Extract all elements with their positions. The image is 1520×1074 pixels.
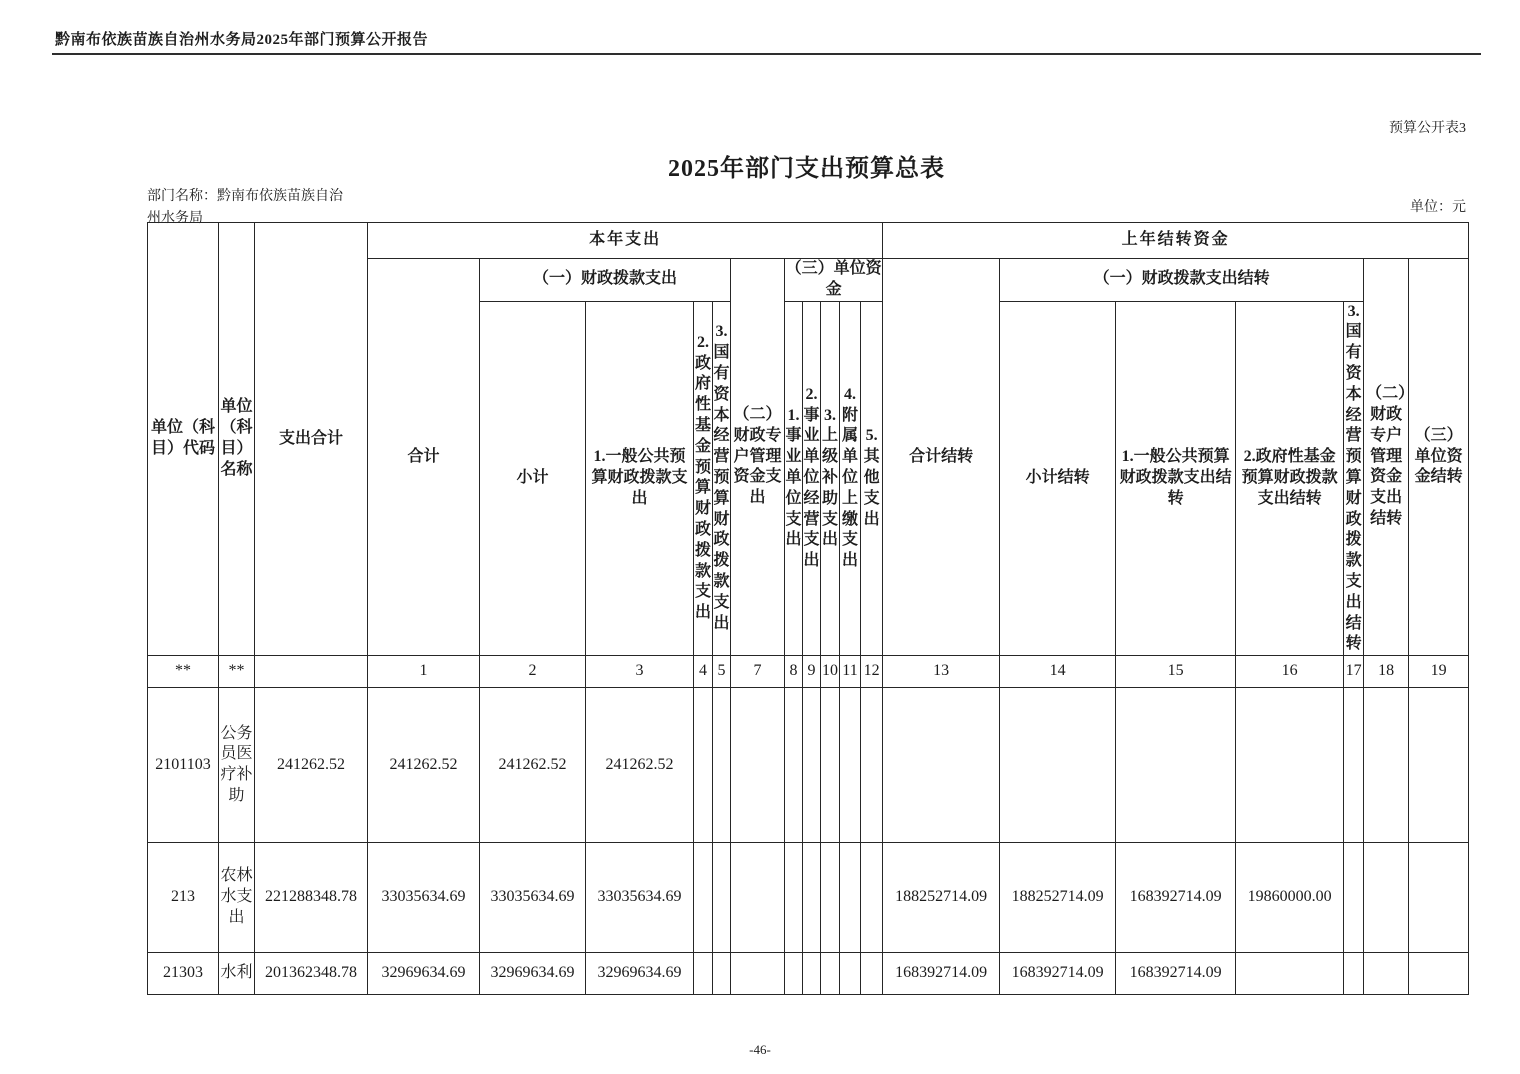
table-cell: 32969634.69 bbox=[368, 953, 480, 995]
column-number-cell: 10 bbox=[821, 656, 840, 688]
table-cell: 19860000.00 bbox=[1236, 843, 1344, 953]
column-number-cell: 15 bbox=[1116, 656, 1236, 688]
table-cell: 33035634.69 bbox=[586, 843, 694, 953]
table-cell bbox=[803, 688, 821, 843]
table-cell bbox=[1344, 688, 1364, 843]
cell-name: 农林水支出 bbox=[219, 843, 255, 953]
table-cell: 33035634.69 bbox=[480, 843, 586, 953]
table-cell bbox=[1236, 953, 1344, 995]
column-number-cell: ** bbox=[148, 656, 219, 688]
column-number-row bbox=[148, 656, 1469, 688]
table-cell bbox=[694, 953, 713, 995]
header-col-total: 支出合计 bbox=[255, 223, 368, 656]
budget-table bbox=[147, 222, 1469, 995]
header-fiscal-general: 1.一般公共预算财政拨款支出 bbox=[586, 301, 694, 656]
table-cell: 33035634.69 bbox=[368, 843, 480, 953]
table-cell bbox=[1409, 843, 1469, 953]
header-group-carryover: 上年结转资金 bbox=[883, 223, 1469, 259]
table-cell: 32969634.69 bbox=[480, 953, 586, 995]
table-cell bbox=[861, 953, 883, 995]
header-carry-state-capital: 3.国有资本经营预算财政拨款支出结转 bbox=[1344, 301, 1364, 656]
header-unit-superior-subsidy: 3.上级补助支出 bbox=[821, 301, 840, 656]
unit-label: 单位：元 bbox=[1410, 200, 1466, 215]
column-number-cell: 5 bbox=[713, 656, 731, 688]
column-number-cell: 11 bbox=[840, 656, 861, 688]
table-cell: 32969634.69 bbox=[586, 953, 694, 995]
cell-code: 2101103 bbox=[148, 688, 219, 843]
table-row bbox=[148, 953, 1469, 995]
table-cell bbox=[694, 688, 713, 843]
table-cell bbox=[713, 953, 731, 995]
table-cell: 241262.52 bbox=[255, 688, 368, 843]
column-number-cell: 19 bbox=[1409, 656, 1469, 688]
header-special-account: （二）财政专户管理资金支出 bbox=[731, 259, 785, 656]
table-cell: 241262.52 bbox=[368, 688, 480, 843]
header-carry-unit: （三）单位资金结转 bbox=[1409, 259, 1469, 656]
table-cell bbox=[1116, 688, 1236, 843]
column-number-cell: 16 bbox=[1236, 656, 1344, 688]
header-carry-general: 1.一般公共预算财政拨款支出结转 bbox=[1116, 301, 1236, 656]
table-cell bbox=[840, 843, 861, 953]
column-number-cell: 2 bbox=[480, 656, 586, 688]
column-number-cell: 18 bbox=[1364, 656, 1409, 688]
header-unit-business: 1.事业单位支出 bbox=[785, 301, 803, 656]
column-number-cell: 13 bbox=[883, 656, 1000, 688]
header-fiscal-subtotal: 小计 bbox=[480, 301, 586, 656]
column-number-cell: 8 bbox=[785, 656, 803, 688]
cell-name: 水利 bbox=[219, 953, 255, 995]
table-cell bbox=[861, 688, 883, 843]
column-number-cell: 7 bbox=[731, 656, 785, 688]
table-cell: 221288348.78 bbox=[255, 843, 368, 953]
header-row-groups bbox=[148, 223, 1469, 259]
table-cell bbox=[803, 953, 821, 995]
header-carry-subtotal: 小计结转 bbox=[1000, 301, 1116, 656]
table-cell bbox=[1364, 843, 1409, 953]
table-cell bbox=[731, 843, 785, 953]
table-cell: 241262.52 bbox=[480, 688, 586, 843]
table-cell bbox=[840, 953, 861, 995]
column-number-cell bbox=[255, 656, 368, 688]
header-current-total: 合计 bbox=[368, 259, 480, 656]
column-number-cell: 14 bbox=[1000, 656, 1116, 688]
table-cell: 168392714.09 bbox=[1116, 843, 1236, 953]
sheet-tag: 预算公开表3 bbox=[1389, 121, 1466, 136]
header-fiscal-state-capital: 3.国有资本经营预算财政拨款支出 bbox=[713, 301, 731, 656]
column-number-cell: 9 bbox=[803, 656, 821, 688]
table-cell bbox=[840, 688, 861, 843]
header-group-current-year: 本年支出 bbox=[368, 223, 883, 259]
department-name: 部门名称：黔南布依族苗族自治州水务局 bbox=[147, 189, 343, 226]
column-number-cell: ** bbox=[219, 656, 255, 688]
table-cell: 201362348.78 bbox=[255, 953, 368, 995]
table-cell: 168392714.09 bbox=[1000, 953, 1116, 995]
header-carry-gov-fund: 2.政府性基金预算财政拨款支出结转 bbox=[1236, 301, 1344, 656]
table-cell bbox=[1364, 688, 1409, 843]
header-fiscal-gov-fund: 2.政府性基金预算财政拨款支出 bbox=[694, 301, 713, 656]
table-cell bbox=[1409, 688, 1469, 843]
column-number-cell: 17 bbox=[1344, 656, 1364, 688]
table-cell bbox=[1000, 688, 1116, 843]
header-carry-total: 合计结转 bbox=[883, 259, 1000, 656]
header-group-carry-fiscal: （一）财政拨款支出结转 bbox=[1000, 259, 1364, 302]
column-number-cell: 12 bbox=[861, 656, 883, 688]
header-unit-operating: 2.事业单位经营支出 bbox=[803, 301, 821, 656]
table-cell bbox=[785, 843, 803, 953]
table-cell bbox=[1344, 953, 1364, 995]
table-cell: 188252714.09 bbox=[883, 843, 1000, 953]
table-cell bbox=[821, 843, 840, 953]
cell-name: 公务员医疗补助 bbox=[219, 688, 255, 843]
column-number-cell: 3 bbox=[586, 656, 694, 688]
header-col-code: 单位（科目）代码 bbox=[148, 223, 219, 656]
header-divider bbox=[52, 53, 1481, 55]
table-cell bbox=[883, 688, 1000, 843]
column-number-cell: 1 bbox=[368, 656, 480, 688]
table-row bbox=[148, 688, 1469, 843]
report-header-title: 黔南布依族苗族自治州水务局2025年部门预算公开报告 bbox=[55, 32, 429, 48]
table-cell bbox=[713, 688, 731, 843]
table-cell bbox=[861, 843, 883, 953]
table-cell bbox=[1409, 953, 1469, 995]
table-cell bbox=[694, 843, 713, 953]
table-cell: 241262.52 bbox=[586, 688, 694, 843]
header-group-unit-funds: （三）单位资金 bbox=[785, 259, 883, 302]
table-cell bbox=[1344, 843, 1364, 953]
cell-code: 213 bbox=[148, 843, 219, 953]
header-carry-special: （二）财政专户管理资金支出结转 bbox=[1364, 259, 1409, 656]
table-cell: 168392714.09 bbox=[1116, 953, 1236, 995]
table-cell bbox=[1364, 953, 1409, 995]
table-cell bbox=[713, 843, 731, 953]
table-cell bbox=[1236, 688, 1344, 843]
cell-code: 21303 bbox=[148, 953, 219, 995]
table-cell bbox=[731, 688, 785, 843]
table-cell bbox=[803, 843, 821, 953]
page-number: -46- bbox=[749, 1042, 771, 1057]
table-cell bbox=[785, 953, 803, 995]
header-unit-other: 5.其他支出 bbox=[861, 301, 883, 656]
header-group-fiscal: （一）财政拨款支出 bbox=[480, 259, 731, 302]
header-unit-affiliate-remit: 4.附属单位上缴支出 bbox=[840, 301, 861, 656]
table-cell bbox=[731, 953, 785, 995]
header-col-name: 单位（科目）名称 bbox=[219, 223, 255, 656]
table-cell: 188252714.09 bbox=[1000, 843, 1116, 953]
table-row bbox=[148, 843, 1469, 953]
table-cell bbox=[821, 953, 840, 995]
column-number-cell: 4 bbox=[694, 656, 713, 688]
table-cell bbox=[821, 688, 840, 843]
table-cell: 168392714.09 bbox=[883, 953, 1000, 995]
table-cell bbox=[785, 688, 803, 843]
page-title: 2025年部门支出预算总表 bbox=[668, 156, 945, 182]
